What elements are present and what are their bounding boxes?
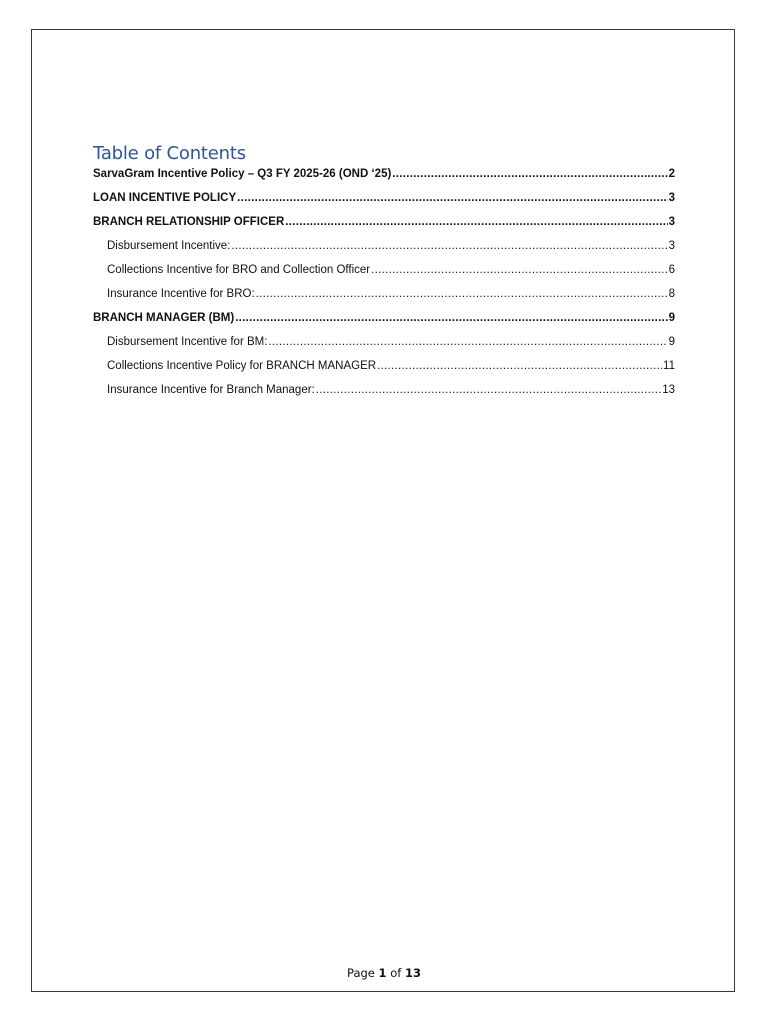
toc-dot-leader (371, 264, 667, 276)
toc-entry-text: Disbursement Incentive: (107, 240, 231, 252)
toc-entry-text: SarvaGram Incentive Policy – Q3 FY 2025-26 (OND ‘25) (93, 168, 392, 180)
toc-page-number: 11 (663, 360, 675, 372)
toc-dot-leader (377, 360, 662, 372)
toc-entry-collections-incentive-bro[interactable] (93, 264, 675, 288)
toc-entry-text: Disbursement Incentive for BM: (107, 336, 268, 348)
toc-dot-leader (237, 192, 667, 204)
toc-page-number: 2 (668, 168, 675, 180)
toc-page-number: 3 (668, 216, 675, 228)
toc-dot-leader (268, 336, 667, 348)
toc-entry-text: BRANCH MANAGER (BM) (93, 312, 235, 324)
toc-dot-leader (256, 288, 668, 300)
toc-entry-loan-incentive-policy[interactable] (93, 192, 675, 216)
toc-entry-disbursement-incentive-bm[interactable] (93, 336, 675, 360)
toc-page-number: 6 (668, 264, 675, 276)
footer-current-page: 1 (378, 966, 387, 980)
toc-entry-branch-manager[interactable] (93, 312, 675, 336)
toc-entry-branch-relationship-officer[interactable] (93, 216, 675, 240)
toc-entry-text: Insurance Incentive for BRO: (107, 288, 255, 300)
toc-entry-disbursement-incentive[interactable] (93, 240, 675, 264)
toc-entry-insurance-incentive-bm[interactable] (93, 384, 675, 408)
toc-dot-leader (316, 384, 661, 396)
footer-page-prefix: Page (347, 966, 375, 980)
footer-separator: of (390, 966, 402, 980)
toc-page-number: 9 (668, 312, 675, 324)
toc-dot-leader (231, 240, 667, 252)
toc-entry-incentive-policy[interactable] (93, 168, 675, 192)
toc-page-number: 8 (668, 288, 675, 300)
toc-entry-text: Collections Incentive Policy for BRANCH MANAGER (107, 360, 377, 372)
toc-entry-text: BRANCH RELATIONSHIP OFFICER (93, 216, 285, 228)
page-footer (0, 966, 768, 980)
toc-entry-insurance-incentive-bro[interactable] (93, 288, 675, 312)
toc-heading: Table of Contents (93, 143, 246, 164)
toc-entry-text: Collections Incentive for BRO and Collection Officer (107, 264, 371, 276)
toc-dot-leader (392, 168, 667, 180)
toc-entry-text: LOAN INCENTIVE POLICY (93, 192, 237, 204)
footer-total-pages: 13 (404, 966, 421, 980)
toc-entry-collections-incentive-bm[interactable] (93, 360, 675, 384)
toc-list (93, 168, 675, 408)
toc-page-number: 9 (668, 336, 675, 348)
toc-entry-text: Insurance Incentive for Branch Manager: (107, 384, 315, 396)
toc-page-number: 3 (668, 192, 675, 204)
toc-page-number: 13 (662, 384, 675, 396)
toc-dot-leader (235, 312, 667, 324)
toc-page-number: 3 (668, 240, 675, 252)
toc-dot-leader (285, 216, 667, 228)
